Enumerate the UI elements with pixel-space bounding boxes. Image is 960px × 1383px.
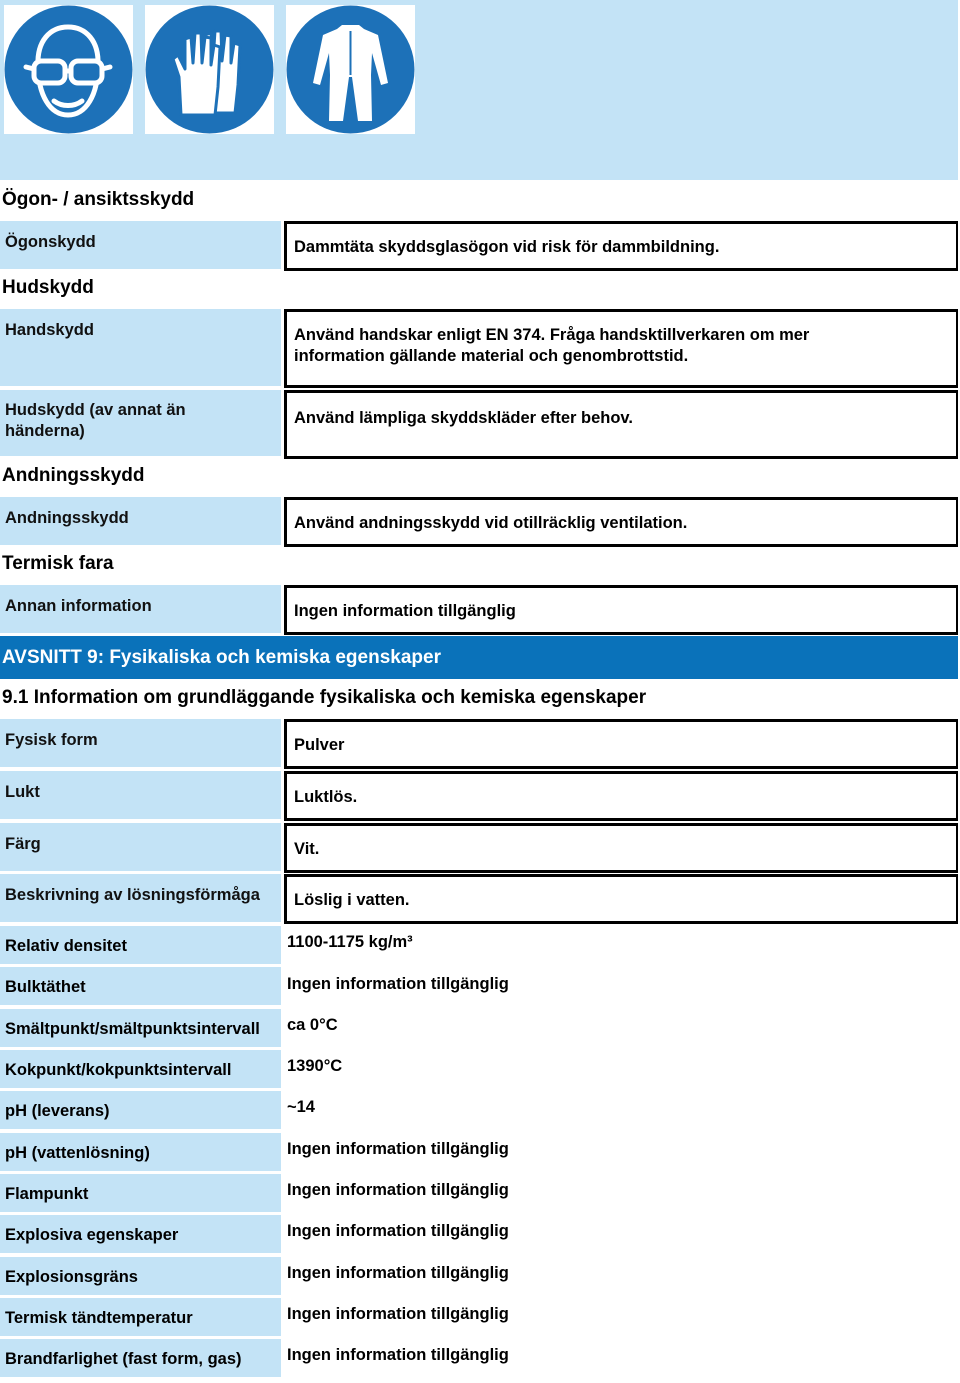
melting-point-value: ca 0°C [287,1016,338,1034]
eye-protection-heading: Ögon- / ansiktsskydd [2,189,195,210]
physical-form-label: Fysisk form [0,719,281,767]
explosion-limit-label: Explosionsgräns [0,1257,281,1295]
hand-protection-line-2: information gällande material och genombrottstid. [294,347,689,365]
hand-protection-value [284,309,958,388]
other-information-label: Annan information [0,585,281,633]
hand-protection-label: Handskydd [0,309,281,386]
relative-density-value: 1100-1175 kg/m³ [287,933,413,951]
hand-protection-line-1: Använd handskar enligt EN 374. Fråga handsktillverkaren om mer [294,326,810,344]
ignition-temperature-value: Ingen information tillgänglig [287,1305,509,1323]
section-9-header: AVSNITT 9: Fysikaliska och kemiska egenskaper [0,636,958,679]
respiratory-protection-heading: Andningsskydd [2,465,145,486]
boiling-point-label: Kokpunkt/kokpunktsintervall [0,1050,281,1088]
goggles-icon [4,5,133,134]
explosive-properties-value: Ingen information tillgänglig [287,1222,509,1240]
eye-protection-value: Dammtäta skyddsglasögon vid risk för dammbildning. [284,221,958,271]
body-protection-label-line-2: händerna) [5,422,85,440]
ph-supplied-label: pH (leverans) [0,1091,281,1129]
solubility-value: Löslig i vatten. [284,874,958,924]
flash-point-label: Flampunkt [0,1174,281,1212]
odour-value: Luktlös. [284,771,958,821]
flammability-label: Brandfarlighet (fast form, gas) [0,1339,281,1377]
body-protection-label [0,390,281,456]
body-protection-value: Använd lämpliga skyddskläder efter behov. [284,390,958,459]
relative-density-label: Relativ densitet [0,926,281,964]
melting-point-label: Smältpunkt/smältpunktsintervall [0,1009,281,1047]
ph-solution-value: Ingen information tillgänglig [287,1140,509,1158]
physical-form-value: Pulver [284,719,958,769]
section-9-1-subtitle: 9.1 Information om grundläggande fysikaliska och kemiska egenskaper [2,687,647,708]
eye-protection-label: Ögonskydd [0,221,281,269]
bulk-density-label: Bulktäthet [0,967,281,1005]
colour-label: Färg [0,823,281,871]
solubility-label: Beskrivning av lösningsförmåga [0,874,281,922]
skin-protection-heading: Hudskydd [2,277,94,298]
ph-solution-label: pH (vattenlösning) [0,1133,281,1171]
explosion-limit-value: Ingen information tillgänglig [287,1264,509,1282]
odour-label: Lukt [0,771,281,819]
explosive-properties-label: Explosiva egenskaper [0,1215,281,1253]
ph-supplied-value: ~14 [287,1098,315,1116]
ppe-banner [0,0,958,180]
boiling-point-value: 1390°C [287,1057,343,1075]
flash-point-value: Ingen information tillgänglig [287,1181,509,1199]
respiratory-protection-label: Andningsskydd [0,497,281,545]
ignition-temperature-label: Termisk tändtemperatur [0,1298,281,1336]
colour-value: Vit. [284,823,958,873]
coverall-icon [286,5,415,134]
thermal-hazard-heading: Termisk fara [2,553,114,574]
respiratory-protection-value: Använd andningsskydd vid otillräcklig ventilation. [284,497,958,547]
flammability-value: Ingen information tillgänglig [287,1346,509,1364]
gloves-icon [145,5,274,134]
bulk-density-value: Ingen information tillgänglig [287,975,509,993]
other-information-value: Ingen information tillgänglig [284,585,958,635]
body-protection-label-line-1: Hudskydd (av annat än [5,401,186,419]
